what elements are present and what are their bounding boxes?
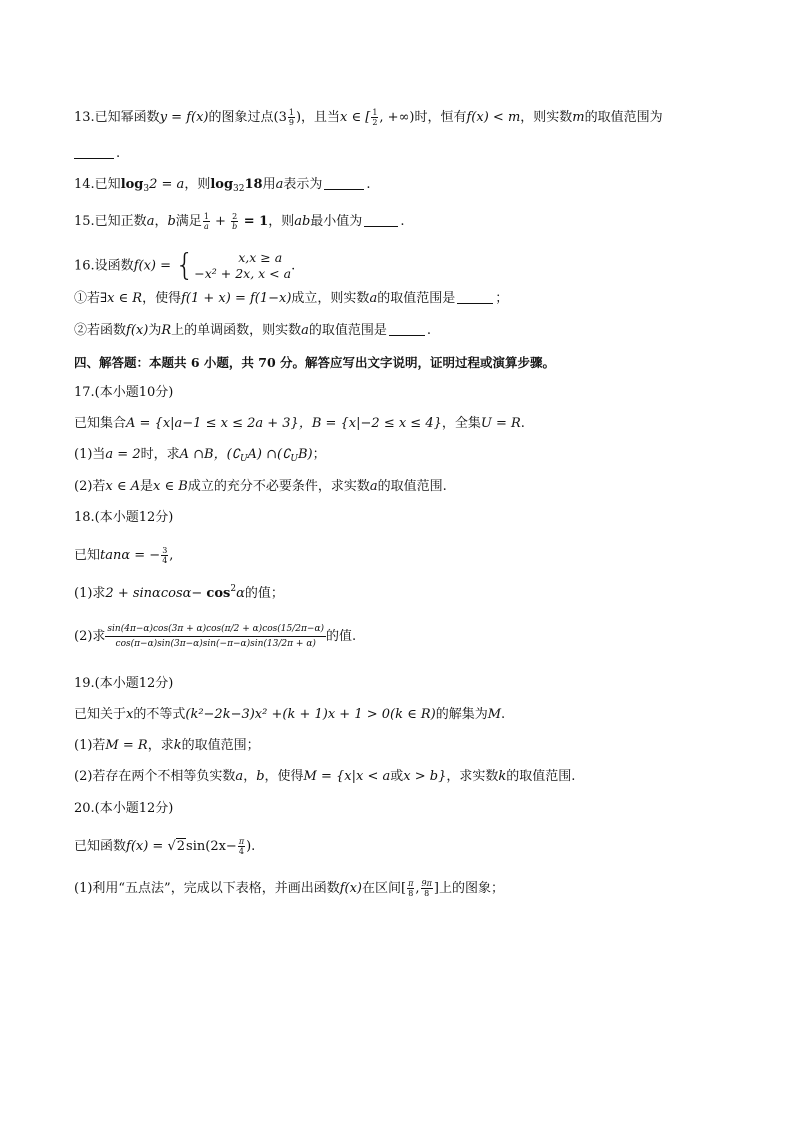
q18-superscript: 2 <box>230 584 237 594</box>
q16-text: 的取值范围是 <box>377 291 456 306</box>
q19-text: 的取值范围. <box>506 769 576 784</box>
q14-log: log <box>120 177 144 192</box>
fraction-numerator: π <box>238 837 245 846</box>
q16-text: 成立，则实数 <box>291 291 370 306</box>
fraction-numerator: 1 <box>288 108 294 117</box>
fraction-numerator: 9π <box>421 879 432 888</box>
q16-math: a <box>301 323 309 338</box>
q16-end: . <box>291 258 296 274</box>
q17-subscript: U <box>239 454 248 464</box>
q19-text: (2)若存在两个不相等负实数 <box>74 769 236 784</box>
q15-end: . <box>400 214 405 229</box>
fraction-numerator: 3 <box>162 546 168 555</box>
q15-fraction <box>203 212 210 231</box>
q18-text: 的值. <box>326 629 357 644</box>
q14-log: log <box>210 177 234 192</box>
question-18-stem <box>74 544 734 568</box>
q19-text: 或 <box>390 769 404 784</box>
question-19-stem <box>74 706 734 724</box>
q16-text: ①若∃ <box>74 291 108 306</box>
answer-blank[interactable] <box>389 323 425 336</box>
question-18-header: 18.(本小题12分) <box>74 510 174 525</box>
q16-math: f(x) = <box>133 258 176 274</box>
q16-text: 为 <box>148 323 162 338</box>
q18-math: cos <box>206 586 231 601</box>
q14-text: 14.已知 <box>74 177 121 192</box>
q20-math: sin(2x− <box>186 839 237 854</box>
q17-end: . <box>520 416 525 431</box>
q19-math: (k²−2k−3)x² +(k + 1)x + 1 > 0(k ∈ R) <box>185 707 436 722</box>
q13-fraction <box>288 108 295 127</box>
answer-blank[interactable] <box>364 214 398 227</box>
q19-math: x > b} <box>403 769 447 784</box>
q13-point: ) <box>295 110 302 125</box>
q17-text: 已知集合 <box>74 416 127 431</box>
q20-fraction <box>238 837 245 856</box>
q17-text: 的取值范围. <box>377 479 447 494</box>
q20-text: 在区间 <box>362 881 402 896</box>
section-heading: 四、解答题：本题共 6 小题，共 70 分。解答应写出文字说明，证明过程或演算步骤。 <box>74 355 556 370</box>
q15-text: 满足 <box>175 214 202 229</box>
q15-math: b <box>167 214 176 229</box>
question-19-header: 19.(本小题12分) <box>74 676 174 691</box>
fraction-numerator: 2 <box>232 212 238 221</box>
q19-math: b <box>256 769 265 784</box>
q16-math: R <box>161 323 172 338</box>
q19-math: M = {x|x < a <box>303 769 391 784</box>
q15-math: + <box>210 214 231 229</box>
fraction-denominator: b <box>232 222 238 231</box>
q16-end: ； <box>495 291 509 306</box>
q17-text: ，全集 <box>441 416 481 431</box>
q17-text: 成立的充分不必要条件，求实数 <box>187 479 370 494</box>
q14-text: ，则 <box>184 177 211 192</box>
q20-fraction <box>421 879 433 898</box>
q13-text: 13.已知幂函数 <box>74 110 160 125</box>
q13-point: (3 <box>273 110 287 125</box>
question-19-part-1 <box>74 737 734 755</box>
fraction-denominator: cos(π−α)sin(3π−α)sin(−π−α)sin(13/2π + α) <box>115 639 316 649</box>
question-13-answer-line <box>74 145 734 163</box>
q16-math: f(x) <box>126 323 149 338</box>
q19-text: (1)若 <box>74 738 106 753</box>
q15-math: = 1 <box>239 214 269 229</box>
q15-math: a <box>146 214 155 229</box>
fraction-numerator: 1 <box>203 212 209 221</box>
q14-log-base: 3 <box>143 184 150 194</box>
q15-text: 15.已知正数 <box>74 214 147 229</box>
q17-math: A ∩B，(∁ <box>179 447 240 462</box>
q19-end: . <box>501 707 506 722</box>
q16-text: ，使得 <box>142 291 182 306</box>
q19-text: ，求实数 <box>446 769 499 784</box>
fraction-numerator: sin(4π−α)cos(3π + α)cos(π/2 + α)cos(15/2π−α) <box>105 623 326 637</box>
q15-fraction <box>231 212 238 231</box>
q19-math: k <box>173 738 182 753</box>
fraction-denominator: 4 <box>238 847 244 856</box>
q19-text: 的解集为 <box>435 707 488 722</box>
q14-math: a <box>275 177 284 192</box>
q18-math: tanα = − <box>100 548 161 563</box>
q17-text: (2)若 <box>74 479 106 494</box>
q14-text: 用 <box>262 177 276 192</box>
q18-math: 2 + sinαcosα− <box>105 586 207 601</box>
q17-math: A) ∩(∁ <box>247 447 291 462</box>
q16-math: x ∈ R <box>107 291 143 306</box>
q19-text: ，求 <box>147 738 174 753</box>
q19-math: k <box>498 769 507 784</box>
q16-text: ②若函数 <box>74 323 127 338</box>
question-17-part-1 <box>74 446 734 468</box>
sqrt-radicand: 2 <box>176 839 186 854</box>
q17-math: a = 2 <box>105 447 141 462</box>
q17-math: A = {x|a−1 ≤ x ≤ 2a + 3}，B = {x|−2 ≤ x ≤ 4} <box>126 416 442 431</box>
q18-text: (1)求 <box>74 586 106 601</box>
q14-end: . <box>366 177 371 192</box>
q20-comma: , <box>415 881 420 896</box>
q13-math: m <box>572 110 585 125</box>
q13-math: y = f(x) <box>159 110 209 125</box>
q13-math: x ∈ [ <box>340 110 371 125</box>
q17-text: 时，求 <box>140 447 180 462</box>
question-17-header: 17.(本小题10分) <box>74 385 174 400</box>
q19-text: ， <box>243 769 257 784</box>
q20-bracket: [ <box>401 881 407 896</box>
q16-piecewise <box>194 250 291 282</box>
answer-blank[interactable] <box>457 291 493 304</box>
q17-math: x ∈ A <box>105 479 141 494</box>
answer-blank[interactable] <box>324 177 364 190</box>
q20-text: 上的图象； <box>438 881 504 896</box>
fraction-numerator: 1 <box>372 108 378 117</box>
q17-math: B) <box>297 447 313 462</box>
question-17-part-2 <box>74 478 734 496</box>
piecewise-case-2: −x² + 2x, x < a <box>194 266 292 281</box>
q17-math: a <box>369 479 378 494</box>
q17-subscript: U <box>290 454 298 464</box>
q13-math: f(x) < m <box>466 110 521 125</box>
q13-text: 的取值范围为 <box>584 110 663 125</box>
q19-math: M = R <box>105 738 148 753</box>
fraction-denominator: 4 <box>162 556 168 565</box>
q16-end: . <box>426 323 432 338</box>
question-15 <box>74 212 734 231</box>
q16-math: f(1 + x) = f(1−x) <box>181 291 292 306</box>
question-13 <box>74 108 734 127</box>
question-18-part-2 <box>74 620 734 654</box>
q13-end: . <box>116 146 121 161</box>
q16-text: 上的单调函数，则实数 <box>171 323 302 338</box>
q18-text: (2)求 <box>74 629 106 644</box>
fraction-denominator: 8 <box>424 889 430 898</box>
q20-bracket: ] <box>433 881 439 896</box>
q17-end: ； <box>312 447 326 462</box>
q13-interval-fraction <box>371 108 378 127</box>
q15-text: ， <box>154 214 168 229</box>
question-17-stem <box>74 415 734 433</box>
question-20-part-1 <box>74 876 734 902</box>
fraction-numerator: π <box>408 879 414 888</box>
question-18-part-1 <box>74 580 734 603</box>
q19-text: 已知关于 <box>74 707 127 722</box>
q13-text: ，则实数 <box>520 110 573 125</box>
q18-fraction <box>161 546 168 565</box>
q20-text: (1)利用“五点法”，完成以下表格，并画出函数 <box>74 881 340 896</box>
piecewise-case-1: x,x ≥ a <box>238 250 283 265</box>
q19-text: 的不等式 <box>133 707 186 722</box>
q19-text: ，使得 <box>264 769 304 784</box>
q14-text: 表示为 <box>283 177 323 192</box>
q17-text: 是 <box>140 479 154 494</box>
q15-text: 最小值为 <box>310 214 363 229</box>
q20-math: f(x) <box>339 881 363 896</box>
question-20-header: 20.(本小题12分) <box>74 801 174 816</box>
brace-icon: { <box>175 248 195 283</box>
q18-big-fraction <box>105 623 326 650</box>
q20-text: 已知函数 <box>74 839 127 854</box>
sqrt-icon: √2 <box>167 839 186 854</box>
question-14 <box>74 176 734 198</box>
q20-fraction <box>407 879 414 898</box>
question-16-part-2 <box>74 322 734 340</box>
q13-text: ，且当 <box>301 110 341 125</box>
q15-text: ，则 <box>268 214 295 229</box>
q13-text: 的图象过点 <box>208 110 274 125</box>
q18-text: 的值； <box>244 586 284 601</box>
q15-math: ab <box>294 214 311 229</box>
q13-text: 时，恒有 <box>414 110 467 125</box>
q20-math: f(x) = <box>126 839 168 854</box>
q18-text: 已知 <box>74 548 101 563</box>
fraction-denominator: 9 <box>288 118 294 127</box>
question-19-part-2 <box>74 768 734 786</box>
fraction-denominator: 2 <box>372 118 378 127</box>
q19-text: 的取值范围； <box>181 738 260 753</box>
q20-end: . <box>251 839 256 854</box>
q14-math: 18 <box>244 177 263 192</box>
q16-text: 的取值范围是 <box>308 323 387 338</box>
answer-blank[interactable] <box>74 146 114 159</box>
q17-math: x ∈ B <box>153 479 188 494</box>
q17-math: U = R <box>480 416 521 431</box>
q17-text: (1)当 <box>74 447 106 462</box>
fraction-denominator: a <box>203 222 209 231</box>
question-16-part-1 <box>74 290 734 308</box>
q13-math: , +∞) <box>379 110 415 125</box>
q16-text: 16.设函数 <box>74 258 134 274</box>
q18-math: α <box>236 586 245 601</box>
question-20-stem <box>74 834 734 860</box>
q20-math: ) <box>246 839 252 854</box>
q18-end: , <box>169 548 174 563</box>
q19-math: x <box>126 707 134 722</box>
question-16 <box>74 250 734 282</box>
q14-log-base: 32 <box>233 184 245 194</box>
q19-math: M <box>487 707 502 722</box>
q14-math: 2 = a <box>149 177 185 192</box>
q19-math: a <box>235 769 244 784</box>
q16-math: a <box>369 291 378 306</box>
fraction-denominator: 8 <box>408 889 414 898</box>
